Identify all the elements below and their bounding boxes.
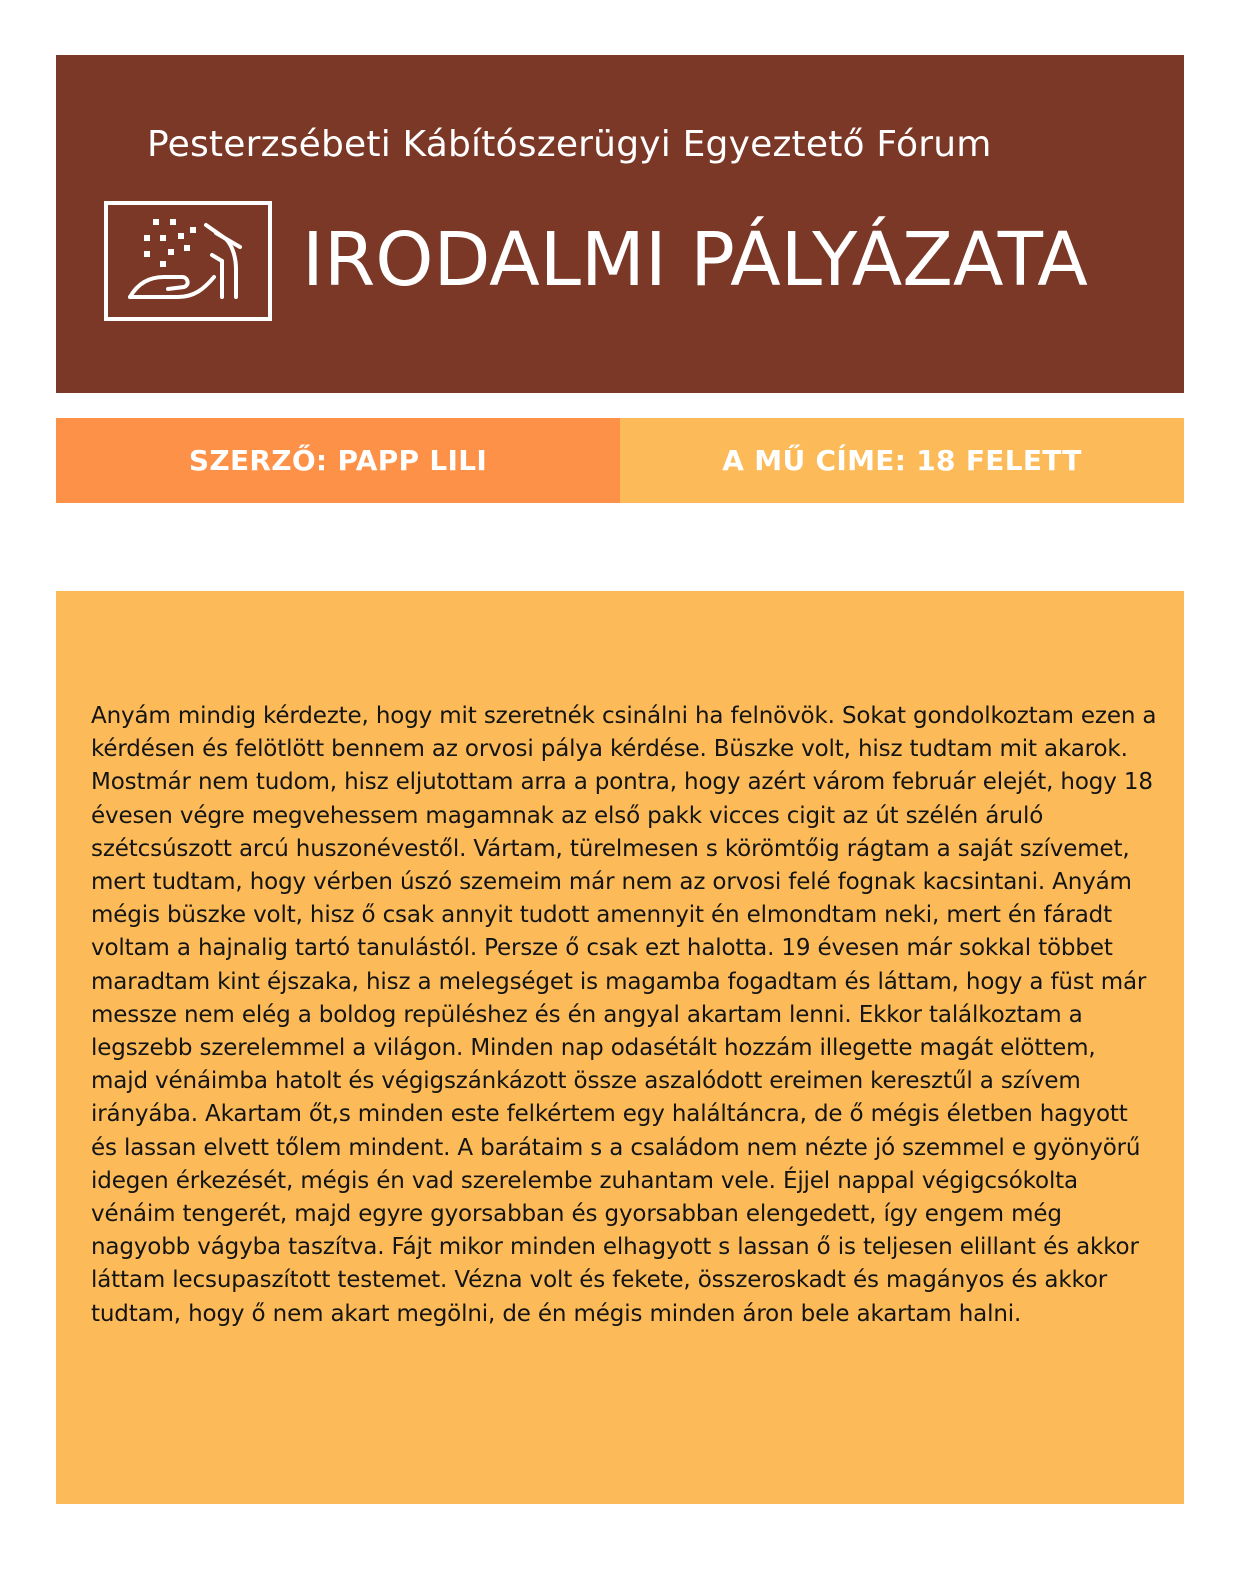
organization-name: Pesterzsébeti Kábítószerügyi Egyeztető Fórum (147, 124, 992, 165)
story-text: Anyám mindig kérdezte, hogy mit szeretnék csinálni ha felnövök. Sokat gondolkoztam ezen a kérdésen és felötlött bennem az orvosi pálya kérdése. Büszke volt, hisz tudtam mit akarok. Mostmár nem tudom, hisz eljutottam arra a pontra, hogy azért várom február elejét, hogy 18 évesen végre megvehessem magamnak az első pakk vicces cigit az út szélén áruló szétcsúszott arcú huszonévestől. Vártam, türelmesen s körömtőig rágtam a saját szívemet, mert tudtam, hogy vérben úszó szemeim már nem az orvosi felé fognak kacsintani. Anyám mégis büszke volt, hisz ő csak annyit tudott amennyit én elmondtam neki, mert én fáradt voltam a hajnalig tartó tanulástól. Persze ő csak ezt halotta. 19 évesen már sokkal többet maradtam kint éjszaka, hisz a melegséget is magamba fogadtam és láttam, hogy a füst már messze nem elég a boldog repüléshez és én angyal akartam lenni. Ekkor találkoztam a legszebb szerelemmel a világon. Minden nap odasétált hozzám illegette magát elöttem, majd vénáimba hatolt és végigszánkázott össze aszalódott ereimen keresztűl a szívem irányába. Akartam őt,s minden este felkértem egy haláltáncra, de ő mégis életben hagyott és lassan elvett tőlem mindent. A barátaim s a családom nem nézte jó szemmel e gyönyörű idegen érkezését, mégis én vad szerelembe zuhantam vele. Éjjel nappal végigcsókolta vénáim tengerét, majd egyre gyorsabban és gyorsabban elengedett, így engem még nagyobb vágyba taszítva. Fájt mikor minden elhagyott s lassan ő is teljesen elillant és akkor láttam lecsupaszított testemet. Vézna volt és fekete, összeroskadt és magányos és akkor tudtam, hogy ő nem akart megölni, de én mégis minden áron bele akartam halni. (91, 703, 1157, 1327)
page-title: IRODALMI PÁLYÁZATA (302, 217, 1088, 303)
work-title-label: A MŰ CÍME: 18 FELETT (620, 418, 1184, 503)
header-banner (56, 55, 1184, 393)
info-bar (56, 418, 1184, 503)
content-panel (56, 591, 1184, 1504)
author-label: SZERZŐ: PAPP LILI (56, 418, 620, 503)
logo (104, 201, 272, 321)
hand-receiving-pills-icon (108, 205, 268, 317)
